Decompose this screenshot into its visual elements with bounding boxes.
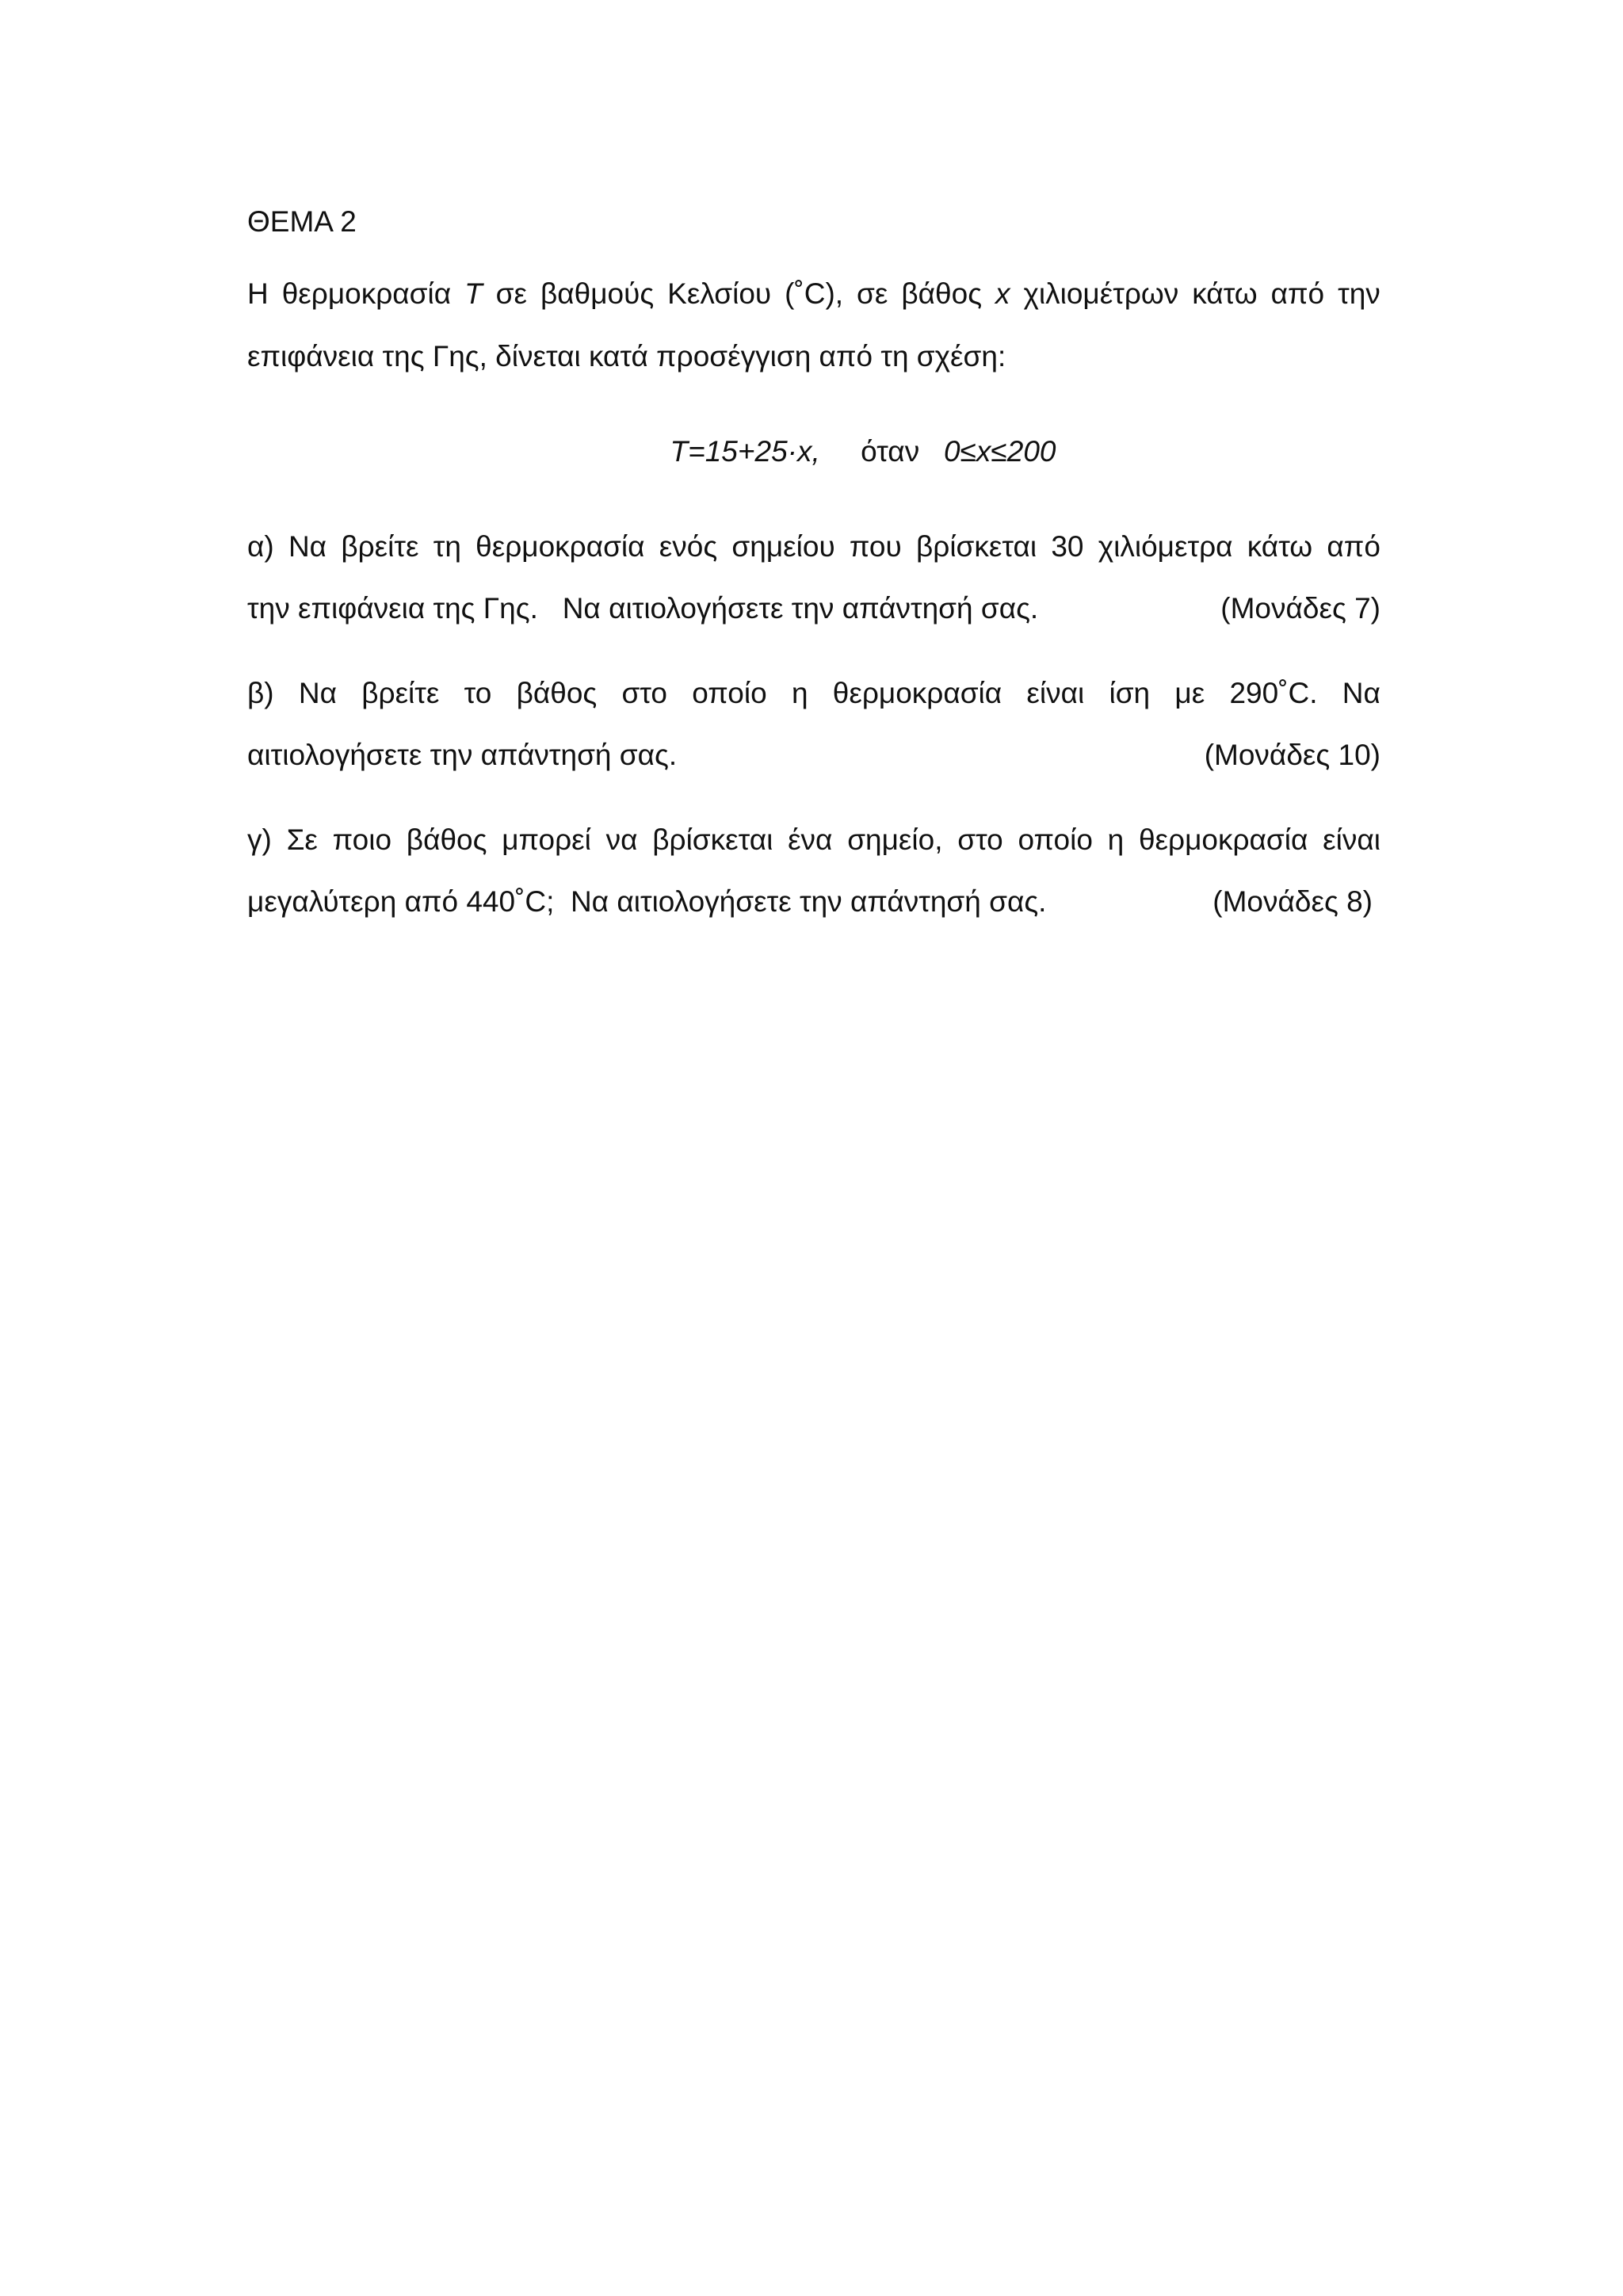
word: το [464,677,492,709]
formula-range: 0≤x≤200 [944,435,1056,468]
word: βαθμούς [540,277,655,310]
word: είναι [1323,823,1381,856]
intro-line-1 [247,277,1381,311]
word: βρίσκεται [652,823,773,856]
question-a-line-2 [247,591,1381,626]
variable-t: T [464,277,483,310]
word: οποίο [1018,823,1093,856]
word: Να [288,530,327,563]
word: ένα [788,823,833,856]
word: σε [495,277,527,310]
word: οποίο [692,677,767,709]
formula [0,434,1623,469]
word: Να [1342,677,1381,709]
formula-equation: T=15+25·x, [670,435,820,468]
word: (˚C), [785,277,844,310]
question-c-points: (Μονάδες 8) [1212,885,1373,918]
word: η [1107,823,1125,856]
word: θερμοκρασία [832,677,1002,709]
word: από [1327,530,1381,563]
word: βρείτε [361,677,440,709]
question-b-line-2 [247,738,1381,773]
word: β) [247,677,274,709]
word: τη [433,530,461,563]
word: 30 [1051,530,1084,563]
word: σημείου [731,530,835,563]
word: ενός [659,530,718,563]
word: στο [957,823,1003,856]
word: Η [247,277,269,310]
word: κάτω [1247,530,1313,563]
word: θερμοκρασία [281,277,452,310]
question-c-line-1 [247,823,1381,858]
word: κάτω [1192,277,1258,310]
word: σε [857,277,888,310]
word: χιλιόμετρα [1098,530,1233,563]
question-a-text: την επιφάνεια της Γης. Να αιτιολογήσετε την απάντησή σας. [247,592,1039,625]
word: θερμοκρασία [475,530,645,563]
word: Κελσίου [667,277,772,310]
question-b-text: αιτιολογήσετε την απάντησή σας. [247,739,678,771]
question-b-points: (Μονάδες 10) [1204,739,1381,771]
question-a-points: (Μονάδες 7) [1220,592,1381,625]
word: την [1338,277,1381,310]
word: με [1174,677,1205,709]
word: σημείο, [847,823,943,856]
question-b-line-1 [247,676,1381,711]
word: ίση [1109,677,1151,709]
word: βρίσκεται [915,530,1037,563]
word: βάθος [406,823,487,856]
variable-x: x [995,277,1010,310]
word: βάθος [901,277,983,310]
word: να [605,823,638,856]
question-c-text: μεγαλύτερη από 440˚C; Να αιτιολογήσετε την απάντησή σας. [247,885,1047,918]
word: από [1270,277,1325,310]
question-a-line-1 [247,529,1381,564]
word: Σε [286,823,318,856]
word: χιλιομέτρων [1023,277,1179,310]
word: είναι [1026,677,1085,709]
intro-line-2: επιφάνεια της Γης, δίνεται κατά προσέγγιση από τη σχέση: [247,340,1006,372]
word: βρείτε [341,530,419,563]
word: βάθος [516,677,598,709]
word: μπορεί [502,823,591,856]
word: Να [298,677,337,709]
word: 290˚C. [1229,677,1318,709]
word: η [791,677,808,709]
word: γ) [247,823,272,856]
word: στο [621,677,667,709]
word: που [849,530,902,563]
section-heading: ΘΕΜΑ 2 [247,205,357,238]
word: α) [247,530,274,563]
word: θερμοκρασία [1138,823,1308,856]
word: ποιο [332,823,392,856]
formula-when: όταν [861,435,920,468]
question-c-line-2 [247,884,1381,919]
